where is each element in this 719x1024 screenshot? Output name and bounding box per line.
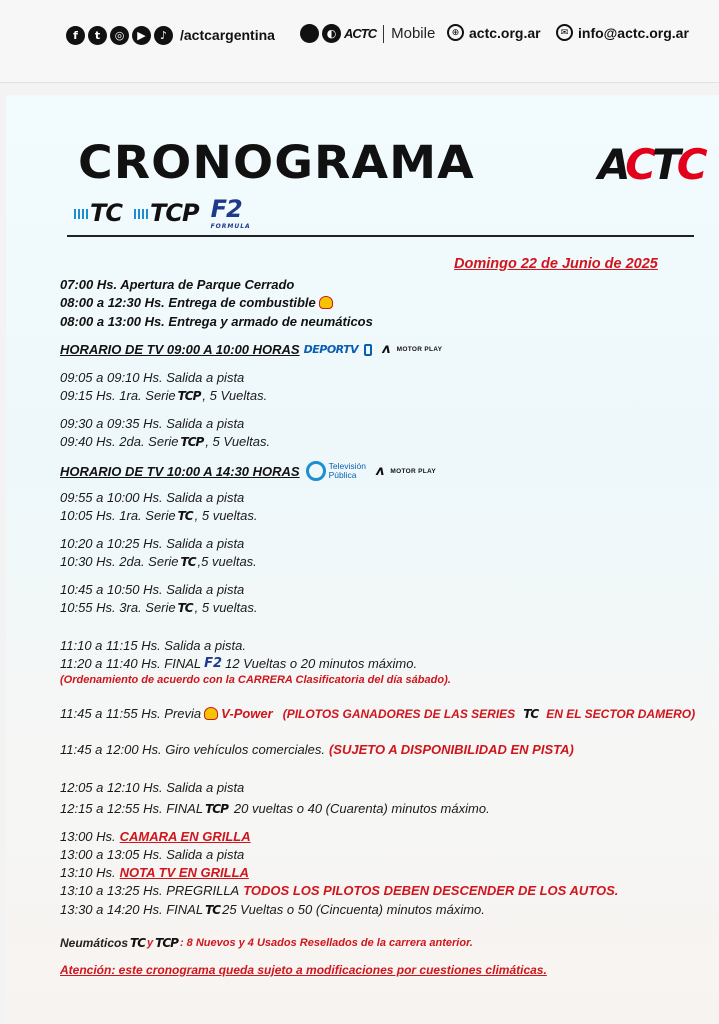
tcp-icon: TCP (205, 801, 228, 816)
facebook-icon[interactable]: f (66, 26, 85, 45)
schedule-line: 10:55 Hs. 3ra. Serie TC , 5 vueltas. (60, 600, 258, 615)
motorplay-icon: ᴧ (382, 342, 391, 357)
deportv-icon (364, 344, 372, 356)
mobile-label: Mobile (391, 25, 436, 42)
event-date: Domingo 22 de Junio de 2025 (454, 256, 658, 272)
f2-icon: F2 (204, 656, 223, 671)
tv-schedule-header: HORARIO DE TV 09:00 A 10:00 HORAS DEPORTV ᴧ MOTOR PLAY (60, 342, 443, 357)
tc-icon: TC (177, 600, 193, 615)
schedule-line: 11:10 a 11:15 Hs. Salida a pista. (60, 638, 246, 653)
youtube-icon[interactable]: ▶ (132, 26, 151, 45)
website-link[interactable] (447, 24, 541, 41)
top-bar (0, 0, 719, 83)
schedule-line: 08:00 a 12:30 Hs. Entrega de combustible (60, 295, 333, 310)
shell-icon (204, 707, 218, 720)
apple-icon (300, 24, 319, 43)
divider (383, 25, 384, 43)
tiktok-icon[interactable]: ♪ (154, 26, 173, 45)
schedule-line: 09:55 a 10:00 Hs. Salida a pista (60, 490, 245, 505)
globe-icon: ⊕ (447, 24, 464, 41)
schedule-line: 09:30 a 09:35 Hs. Salida a pista (60, 416, 245, 431)
vpower-logo: V-Power (221, 706, 273, 721)
tv-schedule-header: HORARIO DE TV 10:00 A 14:30 HORAS Televisión Pública ᴧ MOTOR PLAY (60, 461, 437, 480)
shell-icon (319, 296, 333, 309)
schedule-line: 10:05 Hs. 1ra. Serie TC , 5 vueltas. (60, 508, 258, 523)
schedule-line: 08:00 a 13:00 Hs. Entrega y armado de neumáticos (60, 314, 373, 329)
tc-icon: TC (130, 936, 146, 950)
motorplay-logo: ᴧ MOTOR PLAY (382, 342, 443, 357)
social-links (66, 24, 275, 46)
schedule-line: 13:10 a 13:25 Hs. PREGRILLA TODOS LOS PILOTOS DEBEN DESCENDER DE LOS AUTOS. (60, 883, 619, 898)
f2-logo: F2 FORMULA (210, 195, 251, 230)
schedule-line: 12:15 a 12:55 Hs. FINAL TCP 20 vueltas o 40 (Cuarenta) minutos máximo. (60, 801, 490, 816)
motorplay-logo: ᴧ MOTOR PLAY (375, 463, 437, 479)
tc-icon: TC (177, 508, 193, 523)
android-icon: ◐ (322, 24, 341, 43)
tc-icon: TC (180, 554, 196, 569)
schedule-line: 11:20 a 11:40 Hs. FINAL F2 12 Vueltas o 20 minutos máximo. (60, 656, 418, 671)
mobile-app-link[interactable] (300, 24, 435, 43)
schedule-line: 09:40 Hs. 2da. Serie TCP , 5 Vueltas. (60, 434, 271, 449)
schedule-line: 13:00 a 13:05 Hs. Salida a pista (60, 847, 245, 862)
attention-note: Atención: este cronograma queda sujeto a modificaciones por cuestiones climáticas. (60, 963, 547, 977)
schedule-line: 10:30 Hs. 2da. Serie TC ,5 vueltas. (60, 554, 257, 569)
tcp-icon: TCP (177, 388, 201, 403)
schedule-line: 11:45 a 12:00 Hs. Giro vehículos comerciales. (SUJETO A DISPONIBILIDAD EN PISTA) (60, 742, 574, 757)
schedule-line: 13:00 Hs. CAMARA EN GRILLA (60, 829, 251, 844)
instagram-icon[interactable]: ◎ (110, 26, 129, 45)
schedule-line: 13:30 a 14:20 Hs. FINAL TC 25 Vueltas o 50 (Cincuenta) minutos máximo. (60, 902, 485, 917)
category-logos (74, 195, 251, 230)
twitter-icon[interactable]: t (88, 26, 107, 45)
deportv-logo: DEPORTV (303, 343, 359, 356)
mobile-brand: ACTC (344, 26, 377, 41)
schedule-line: 10:20 a 10:25 Hs. Salida a pista (60, 536, 245, 551)
page-title: CRONOGRAMA (78, 136, 475, 189)
tc-icon: TC (205, 902, 221, 917)
tc-logo: TC (74, 199, 122, 227)
email-link[interactable] (556, 24, 689, 41)
tvp-icon (306, 461, 326, 481)
motorplay-icon: ᴧ (375, 463, 385, 479)
tcp-icon: TCP (155, 936, 178, 950)
mail-icon: ✉ (556, 24, 573, 41)
schedule-line: 09:05 a 09:10 Hs. Salida a pista (60, 370, 245, 385)
social-handle[interactable]: /actcargentina (180, 27, 275, 43)
schedule-line: 09:15 Hs. 1ra. Serie TCP , 5 Vueltas. (60, 388, 268, 403)
tyre-note: Neumáticos TC y TCP : 8 Nuevos y 4 Usados Resellados de la carrera anterior. (60, 936, 473, 950)
schedule-note: (Ordenamiento de acuerdo con la CARRERA Clasificatoria del día sábado). (60, 674, 451, 686)
website-text: actc.org.ar (469, 24, 541, 41)
divider (67, 235, 694, 237)
schedule-line: 13:10 Hs. NOTA TV EN GRILLA (60, 865, 249, 880)
actc-logo: ACTC (598, 140, 704, 189)
email-text: info@actc.org.ar (578, 24, 689, 41)
tcp-icon: TCP (180, 434, 204, 449)
television-publica-logo: Televisión Pública (306, 461, 366, 481)
schedule-line: 11:45 a 11:55 Hs. Previa V-Power (PILOTOS GANADORES DE LAS SERIES TC EN EL SECTOR DAMERO) (60, 706, 696, 721)
tc-icon: TC (523, 706, 539, 721)
schedule-line: 07:00 Hs. Apertura de Parque Cerrado (60, 277, 295, 292)
schedule-line: 12:05 a 12:10 Hs. Salida a pista (60, 780, 245, 795)
schedule-line: 10:45 a 10:50 Hs. Salida a pista (60, 582, 245, 597)
tcp-logo: TCP (134, 199, 199, 227)
